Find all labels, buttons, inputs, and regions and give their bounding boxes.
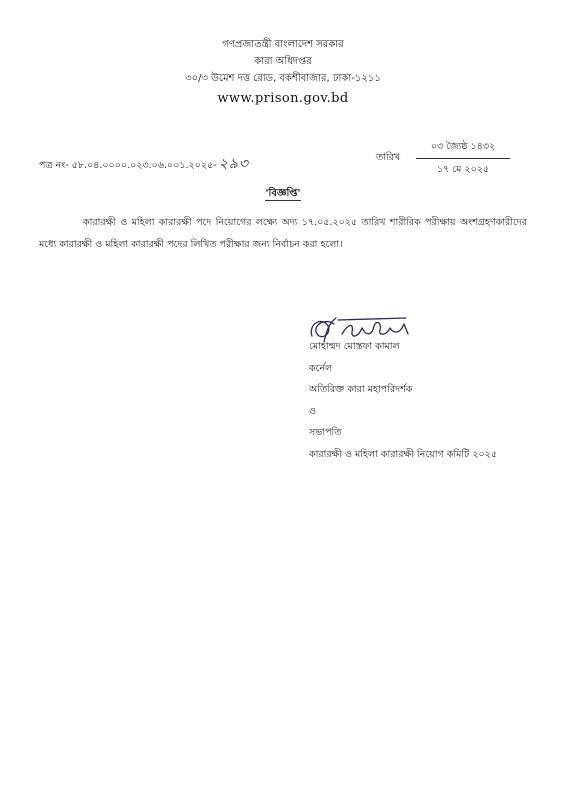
signatory-name: মোহাম্মদ মোস্তফা কামাল: [309, 341, 400, 352]
date-bangla: ০৩ জ্যৈষ্ঠ ১৪৩২: [416, 140, 510, 159]
notice-title-text: 'বিজ্ঞপ্তি': [265, 188, 301, 199]
date-label: তারিখ: [376, 152, 401, 163]
memo-handwritten-number: ২৯৩: [218, 156, 249, 172]
date-gregorian: ১৭ মে ২০২৫: [436, 164, 490, 175]
office-address: ৩০/৩ উমেশ দত্ত রোড, বকশীবাজার, ঢাকা-১২১১: [185, 73, 381, 84]
notice-body: কারারক্ষী ও মহিলা কারারক্ষী পদে নিয়োগের লক্ষ্যে অদ্য ১৭.০৫.২০২৫ তারিখ শারীরিক পরীক্ষায় অংশগ্রহণকারীদের মধ্যে কারারক্ষী ও মহিলা কারারক্ষী পদের লিখিত পরীক্ষার জন্য নির্বাচন করা হলো।: [39, 217, 527, 250]
signatory-block: [309, 336, 497, 465]
signatory-role: সভাপতি: [309, 427, 342, 438]
signatory-rank: কর্নেল: [309, 362, 333, 374]
department-name: কারা অধিদপ্তর: [254, 56, 312, 67]
letterhead: [0, 36, 566, 109]
notice-title: [0, 186, 566, 203]
date-values: [416, 140, 510, 178]
memo-number-row: [39, 152, 249, 176]
website-url: www.prison.gov.bd: [217, 91, 349, 106]
signatory-committee: কারারক্ষী ও মহিলা কারারক্ষী নিয়োগ কমিটি ২০২৫: [309, 448, 497, 460]
memo-number: পত্র নং- ৫৮.০৪.০০০০.০২৩.০৬.০০১.২০২৫-: [39, 160, 217, 171]
government-name: গণপ্রজাতন্ত্রী বাংলাদেশ সরকার: [222, 39, 344, 50]
signatory-conjunction: ও: [309, 405, 316, 417]
signatory-designation: অতিরিক্ত কারা মহাপরিদর্শক: [309, 384, 413, 395]
